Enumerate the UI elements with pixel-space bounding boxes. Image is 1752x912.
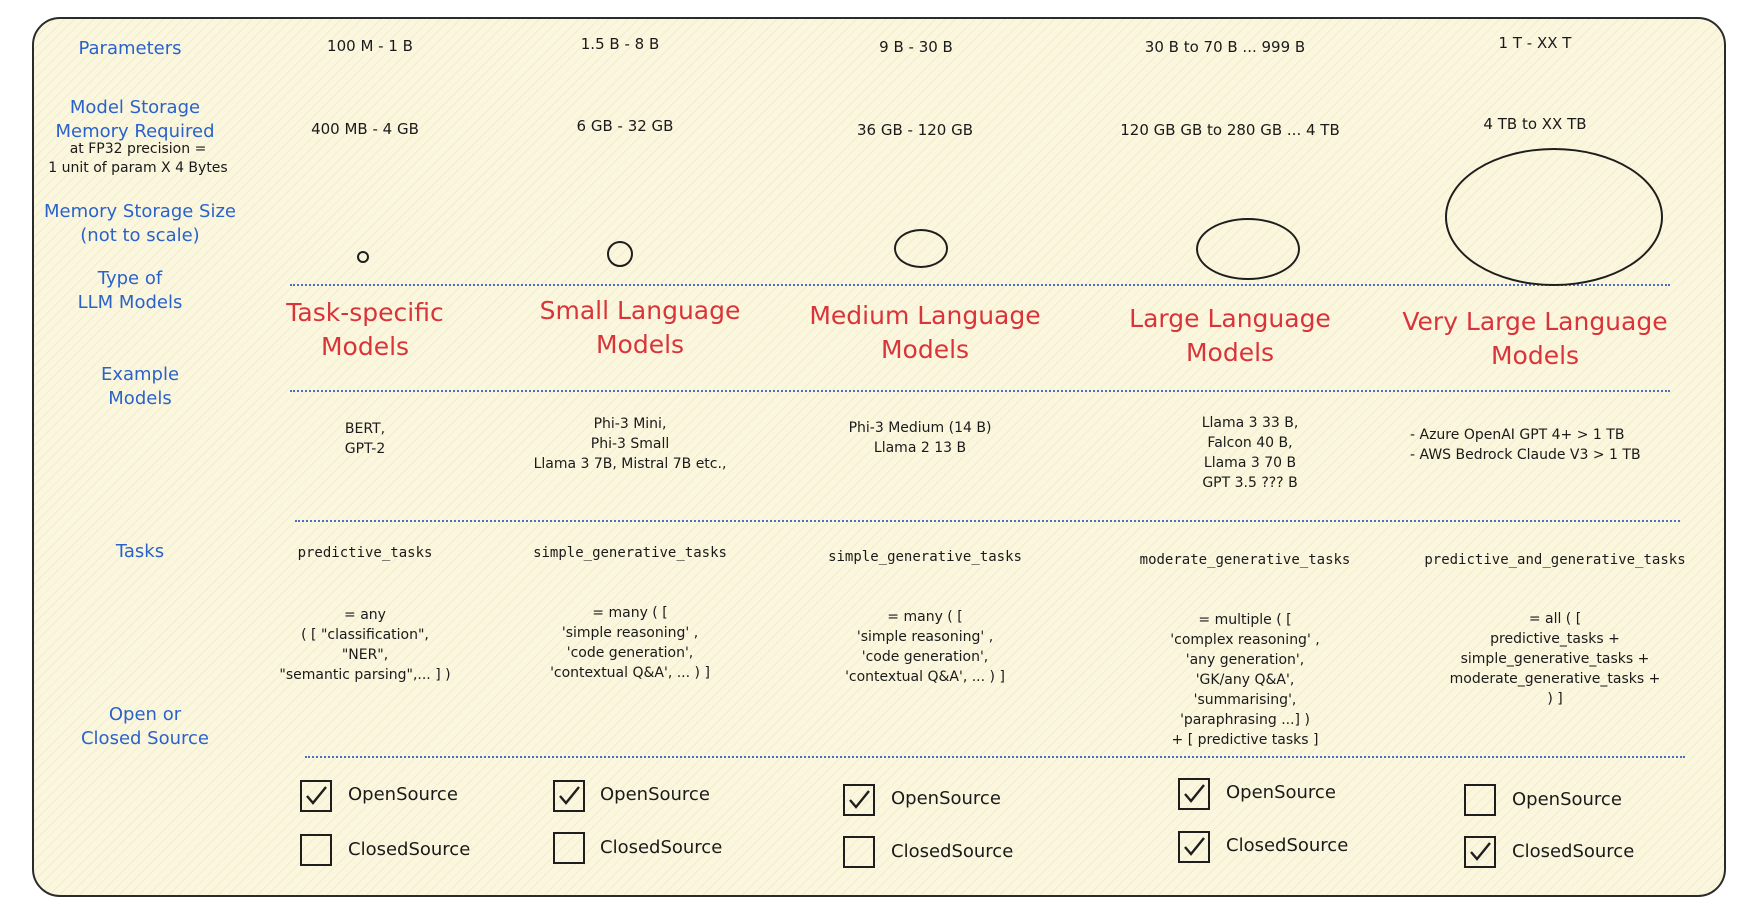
parameters-value: 30 B to 70 B ... 999 B — [1144, 38, 1306, 56]
open-source-checkbox[interactable] — [1464, 784, 1496, 816]
example-models: - Azure OpenAI GPT 4+ > 1 TB - AWS Bedrock Claude V3 > 1 TB — [1410, 427, 1641, 463]
open-source-checkbox[interactable] — [1178, 778, 1210, 810]
row-label-parameters: Parameters — [78, 38, 182, 59]
checkmark-icon — [1182, 835, 1206, 859]
open-source-label: OpenSource — [348, 784, 458, 805]
task-description: = multiple ( [ 'complex reasoning' , 'any generation', 'GK/any Q&A', 'summarising', 'paraphrasing ...] ) + [ predictive tasks ] — [1170, 612, 1320, 748]
closed-source-label: ClosedSource — [1226, 835, 1349, 856]
task-description: = any ( [ "classification", "NER", "semantic parsing",... ] ) — [279, 607, 451, 683]
closed-source-checkbox[interactable] — [553, 832, 585, 864]
closed-source-checkbox[interactable] — [1464, 836, 1496, 868]
closed-source-label: ClosedSource — [600, 837, 723, 858]
task-description: = all ( [ predictive_tasks + simple_generative_tasks + moderate_generative_tasks + ) ] — [1449, 611, 1661, 707]
task-name: simple_generative_tasks — [533, 545, 727, 561]
closed-source-label: ClosedSource — [891, 841, 1014, 862]
memory-size-circle — [894, 229, 948, 268]
closed-source-checkbox[interactable] — [843, 836, 875, 868]
closed-source-checkbox[interactable] — [300, 834, 332, 866]
closed-source-label: ClosedSource — [348, 839, 471, 860]
task-name: predictive_and_generative_tasks — [1424, 552, 1686, 568]
open-source-label: OpenSource — [1512, 789, 1622, 810]
open-source-checkbox[interactable] — [300, 780, 332, 812]
row-label-examples: Example Models — [100, 364, 180, 409]
model-type-title: Task-specific Models — [286, 298, 444, 361]
task-description: = many ( [ 'simple reasoning' , 'code generation', 'contextual Q&A', ... ) ] — [845, 609, 1005, 685]
checkmark-icon — [1468, 840, 1492, 864]
open-source-label: OpenSource — [891, 788, 1001, 809]
memory-size-circle — [1445, 148, 1663, 286]
model-type-title: Small Language Models — [539, 296, 741, 359]
task-name: predictive_tasks — [297, 545, 433, 561]
example-models: Phi-3 Medium (14 B) Llama 2 13 B — [848, 420, 992, 456]
example-models: Llama 3 33 B, Falcon 40 B, Llama 3 70 B GPT 3.5 ??? B — [1201, 415, 1299, 491]
checkmark-icon — [1182, 782, 1206, 806]
storage-value: 400 MB - 4 GB — [311, 120, 419, 138]
parameters-value: 1 T - XX T — [1498, 34, 1572, 52]
storage-value: 4 TB to XX TB — [1483, 115, 1587, 133]
row-label-model-storage: Model Storage Memory Required — [55, 97, 215, 142]
task-name: simple_generative_tasks — [828, 549, 1022, 565]
open-source-checkbox[interactable] — [843, 784, 875, 816]
closed-source-label: ClosedSource — [1512, 841, 1635, 862]
model-type-title: Medium Language Models — [809, 301, 1041, 364]
memory-size-circle — [1196, 218, 1300, 280]
separator-2 — [290, 390, 1670, 392]
memory-size-circle — [357, 251, 369, 263]
storage-value: 120 GB GB to 280 GB ... 4 TB — [1120, 121, 1340, 139]
checkmark-icon — [847, 788, 871, 812]
row-label-memory-size: Memory Storage Size (not to scale) — [43, 201, 237, 246]
model-type-title: Large Language Models — [1129, 304, 1331, 367]
open-source-label: OpenSource — [600, 784, 710, 805]
example-models: Phi-3 Mini, Phi-3 Small Llama 3 7B, Mistral 7B etc., — [533, 416, 727, 472]
row-label-model-storage-note: at FP32 precision = 1 unit of param X 4 Bytes — [48, 141, 228, 176]
separator-1 — [290, 284, 1670, 286]
parameters-value: 9 B - 30 B — [879, 38, 953, 56]
row-label-tasks: Tasks — [115, 541, 165, 562]
memory-size-circle — [607, 241, 633, 267]
open-source-checkbox[interactable] — [553, 780, 585, 812]
storage-value: 36 GB - 120 GB — [856, 121, 974, 139]
parameters-value: 100 M - 1 B — [327, 37, 413, 55]
open-source-label: OpenSource — [1226, 782, 1336, 803]
closed-source-checkbox[interactable] — [1178, 831, 1210, 863]
row-label-type: Type of LLM Models — [77, 268, 183, 313]
checkmark-icon — [304, 784, 328, 808]
parameters-value: 1.5 B - 8 B — [580, 35, 660, 53]
checkmark-icon — [557, 784, 581, 808]
separator-4 — [305, 756, 1685, 758]
row-label-source: Open or Closed Source — [80, 704, 209, 749]
task-name: moderate_generative_tasks — [1139, 552, 1351, 568]
separator-3 — [295, 520, 1680, 522]
example-models: BERT, GPT-2 — [344, 421, 386, 457]
task-description: = many ( [ 'simple reasoning' , 'code generation', 'contextual Q&A', ... ) ] — [550, 605, 710, 681]
storage-value: 6 GB - 32 GB — [576, 117, 674, 135]
model-type-title: Very Large Language Models — [1402, 307, 1668, 370]
